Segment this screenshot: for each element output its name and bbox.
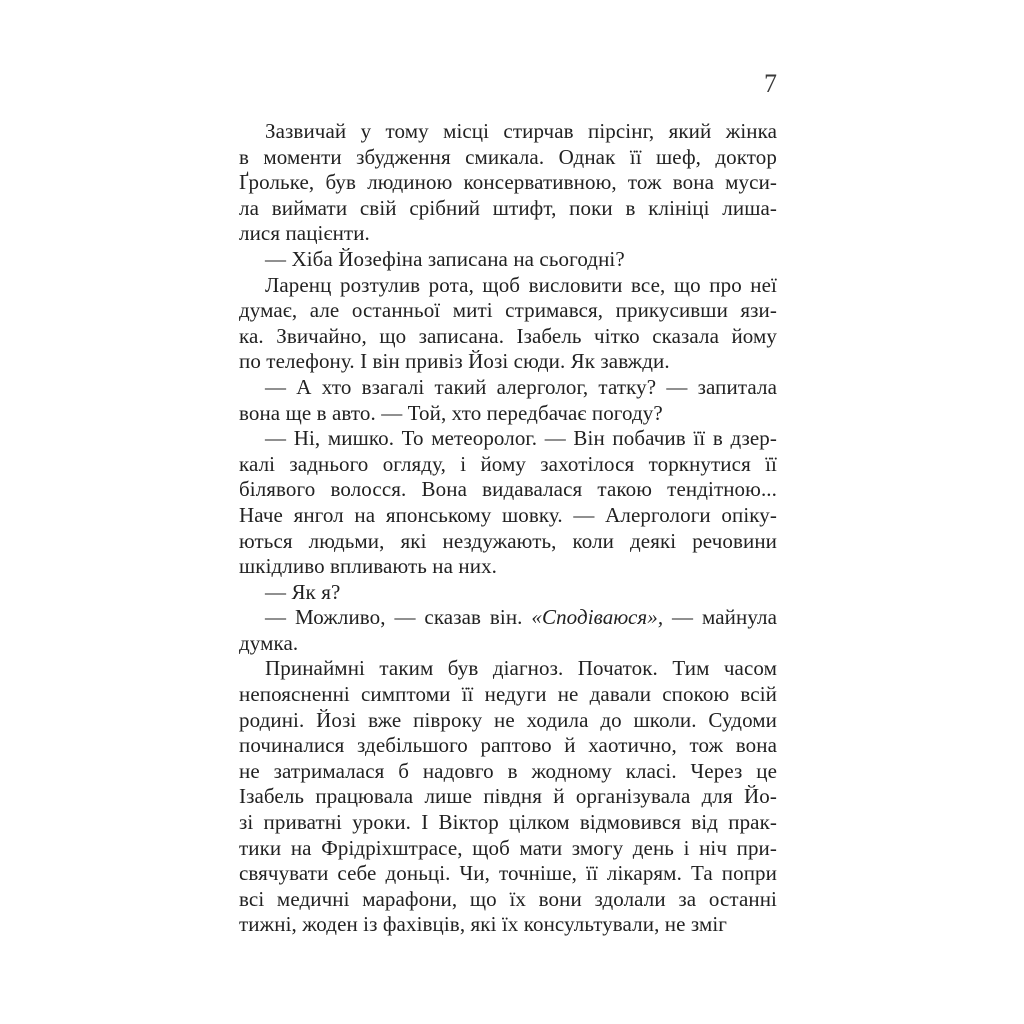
text-block (239, 119, 777, 938)
text-segment: калі заднього огляду, і йому захотілося торкнутися її (239, 451, 777, 476)
text-segment: починалися здебільшого раптово й хаотично, тож вона (239, 733, 777, 758)
paragraph (239, 375, 777, 426)
text-segment: по телефону. І він привіз Йозі сюди. Як завжди. (239, 349, 670, 374)
text-line (239, 196, 777, 222)
text-line (239, 145, 777, 171)
text-segment: свячувати себе доньці. Чи, точніше, її лікарям. Та попри (239, 861, 777, 886)
text-line (239, 375, 777, 401)
text-segment: Ізабель працювала лише півдня й організувала для Йо- (239, 784, 777, 809)
text-segment: не затрималася б надовго в жодному класі. Через це (239, 758, 777, 783)
text-line (239, 682, 777, 708)
text-line (239, 631, 777, 657)
paragraph (239, 656, 777, 938)
text-line (239, 733, 777, 759)
text-line (239, 247, 777, 273)
text-line (239, 324, 777, 350)
text-line (239, 605, 777, 631)
text-segment: родині. Йозі вже півроку не ходила до школи. Судоми (239, 707, 777, 732)
text-line (239, 401, 777, 427)
text-line (239, 170, 777, 196)
paragraph (239, 273, 777, 375)
text-segment: Ларенц розтулив рота, щоб висловити все, що про неї (265, 272, 777, 297)
text-line (239, 912, 777, 938)
text-line (239, 273, 777, 299)
text-line (239, 861, 777, 887)
text-segment: Ґрольке, був людиною консервативною, тож вона муси- (239, 170, 777, 195)
text-segment: Наче янгол на японському шовку. — Алергологи опіку- (239, 502, 777, 527)
paragraph (239, 580, 777, 606)
text-segment: — Хіба Йозефіна записана на сьогодні? (265, 246, 625, 271)
text-segment: зі приватні уроки. І Віктор цілком відмовився від прак- (239, 810, 777, 835)
text-line (239, 810, 777, 836)
paragraph (239, 426, 777, 580)
text-segment: білявого волосся. Вона видавалася такою тендітною... (239, 477, 777, 502)
text-line (239, 503, 777, 529)
paragraph (239, 119, 777, 247)
text-line (239, 554, 777, 580)
page-number: 7 (764, 69, 777, 98)
text-line (239, 477, 777, 503)
text-line (239, 119, 777, 145)
text-segment: тики на Фрідріхштрасе, щоб мати змогу день і ніч при- (239, 835, 777, 860)
text-line (239, 759, 777, 785)
text-segment: — А хто взагалі такий алерголог, татку? — запитала (265, 374, 777, 399)
text-segment: лися пацієнти. (239, 221, 370, 246)
text-line (239, 784, 777, 810)
text-segment: Принаймні таким був діагноз. Початок. Тим часом (265, 656, 777, 681)
text-segment: — майнула (663, 605, 778, 630)
text-segment: — Ні, мишко. То метеоролог. — Він побачив її в дзер- (265, 426, 777, 451)
text-line (239, 656, 777, 682)
text-segment: всі медичні марафони, що їх вони здолали за останні (239, 886, 777, 911)
text-segment: непоясненні симптоми її недуги не давали спокою всій (239, 682, 777, 707)
text-line (239, 887, 777, 913)
text-line (239, 426, 777, 452)
text-segment: ла виймати свій срібний штифт, поки в клініці лиша- (239, 195, 777, 220)
text-segment: ються людьми, які нездужають, коли деякі речовини (239, 528, 777, 553)
paragraph (239, 605, 777, 656)
text-line (239, 580, 777, 606)
text-line (239, 836, 777, 862)
paragraph (239, 247, 777, 273)
text-segment: в моменти збудження смикала. Однак її шеф, доктор (239, 144, 777, 169)
text-line (239, 221, 777, 247)
text-segment: думка. (239, 630, 299, 655)
text-segment: ка. Звичайно, що записана. Ізабель чітко сказала йому (239, 323, 777, 348)
text-segment: Зазвичай у тому місці стирчав пірсінг, який жінка (265, 119, 777, 143)
italic-text: «Сподіваюся», (531, 605, 664, 630)
text-segment: тижні, жоден із фахівців, які їх консультували, не зміг (239, 912, 728, 937)
text-segment: шкідливо впливають на них. (239, 554, 498, 579)
text-line (239, 529, 777, 555)
text-line (239, 708, 777, 734)
text-segment: — Можливо, — сказав він. (265, 605, 532, 630)
text-line (239, 452, 777, 478)
text-segment: думає, але останньої миті стримався, прикусивши язи- (239, 298, 777, 323)
text-line (239, 298, 777, 324)
text-line (239, 349, 777, 375)
text-segment: — Як я? (265, 579, 341, 604)
text-segment: вона ще в авто. — Той, хто передбачає погоду? (239, 400, 663, 425)
